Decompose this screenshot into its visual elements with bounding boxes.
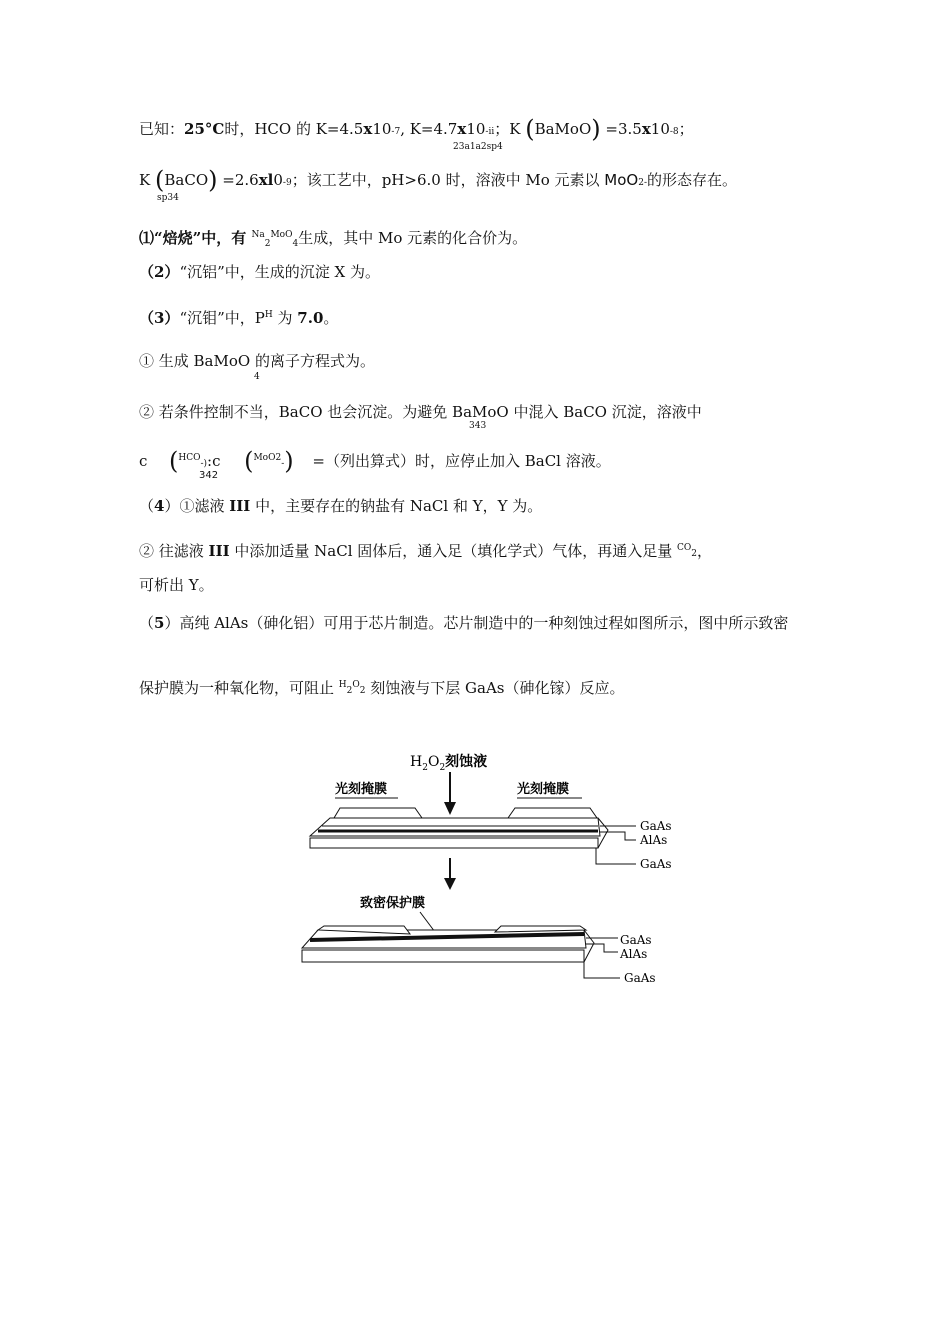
text: 刻蚀液与下层 GaAs（砷化镓）反应。 xyxy=(365,679,625,697)
ph-value: 7.0 xyxy=(297,309,324,327)
text: x xyxy=(457,120,467,138)
text: “沉钼”中，P xyxy=(179,309,265,327)
text: 。 xyxy=(323,309,339,327)
subscript: 2 xyxy=(264,239,271,249)
text: ② 若条件控制不当，BaCO 也会沉淀。为避免 BaMoO 中混入 BaCO 沉淀，溶液中 xyxy=(139,403,702,421)
question-4-3: 可析出 Y。 xyxy=(139,576,214,594)
right-paren: ) xyxy=(208,166,218,194)
subscripts-342: 342 xyxy=(199,470,219,481)
right-paren-small: ) xyxy=(203,459,208,469)
text: 的形态存在。 xyxy=(647,171,738,189)
roman-numeral: III xyxy=(229,497,251,515)
exponent: -7 xyxy=(391,127,401,137)
subscript: 2 xyxy=(359,686,366,696)
left-paren: ( xyxy=(155,166,165,194)
arrow-down-icon xyxy=(444,772,456,815)
subscript: 4 xyxy=(292,239,299,249)
wafer-before-etch xyxy=(310,808,608,848)
text: ；K xyxy=(494,120,521,138)
subscript: 2 xyxy=(346,686,353,696)
formula: MoO xyxy=(270,230,293,240)
formula: MoO xyxy=(604,171,639,189)
text: 保护膜为一种氧化物，可阻止 xyxy=(139,679,339,697)
left-paren: ( xyxy=(244,447,254,475)
text: :c xyxy=(207,452,221,470)
superscript: H xyxy=(264,310,273,320)
exponent: -ii xyxy=(485,127,495,137)
formula: MoO2 xyxy=(253,453,282,463)
text: （ xyxy=(139,497,155,515)
text: =2.6 xyxy=(222,171,259,189)
text: 10 xyxy=(372,120,392,138)
question-number: （2） xyxy=(139,263,180,281)
text: xl xyxy=(258,171,274,189)
text: 中，主要存在的钠盐有 NaCl 和 Y，Y 为。 xyxy=(250,497,543,515)
b-layer-gaas-bottom: GaAs xyxy=(624,971,656,985)
subscripts-343: 343 xyxy=(469,421,487,431)
roman-numeral: III xyxy=(208,542,230,560)
text: 中添加适量 NaCl 固体后，通入足（填化学式）气体，再通入足量 xyxy=(229,542,678,560)
formula: HCO xyxy=(178,453,201,463)
etchant-label: $H_2O_2$刻蚀液 xyxy=(410,754,488,773)
charge: - xyxy=(281,459,285,469)
formula: H xyxy=(338,680,347,690)
exponent: 2- xyxy=(638,178,647,188)
text: ② 往滤液 xyxy=(139,542,209,560)
formula: Na xyxy=(251,230,265,240)
text: ① 生成 BaMoO xyxy=(139,352,251,370)
text: 10 xyxy=(466,120,486,138)
formula: BaCO xyxy=(164,171,209,189)
text: , K=4.7 xyxy=(400,120,458,138)
text: ⑴“焙烧”中，有 xyxy=(139,229,252,247)
formula: CO xyxy=(677,543,692,553)
text: ）①滤液 xyxy=(164,497,230,515)
text: x xyxy=(641,120,651,138)
temperature: 25°C xyxy=(184,120,225,138)
text: =（列出算式）时，应停止加入 BaCl 溶液。 xyxy=(312,452,611,470)
b-layer-gaas-top: GaAs xyxy=(620,933,652,947)
layer-gaas-bottom: GaAs xyxy=(640,857,672,871)
right-paren: ) xyxy=(284,447,294,475)
right-paren: ) xyxy=(591,115,601,143)
subscript-4: 4 xyxy=(254,372,260,382)
layer-gaas-top: GaAs xyxy=(640,819,672,833)
text: 0 xyxy=(273,171,283,189)
b-layer-alas: AlAs xyxy=(620,947,648,961)
text: （ xyxy=(139,614,155,632)
text: ）高纯 AlAs（砷化铝）可用于芯片制造。芯片制造中的一种刻蚀过程如图所示，图中所示致密 xyxy=(164,614,789,632)
exponent: -8 xyxy=(669,127,679,137)
text: 时，HCO 的 K=4.5 xyxy=(224,120,364,138)
left-paren: ( xyxy=(525,115,535,143)
text: “沉铝”中，生成的沉淀 X 为。 xyxy=(179,263,380,281)
left-paren: ( xyxy=(168,447,179,475)
text: 生成，其中 Mo 元素的化合价为。 xyxy=(298,229,528,247)
formula: BaMoO xyxy=(534,120,592,138)
mask-label-left: 光刻掩膜 xyxy=(335,782,388,797)
subscripts-line-1: 23a1a2sp4 xyxy=(453,142,503,152)
text: =3.5 xyxy=(605,120,642,138)
question-number: （3） xyxy=(139,309,180,327)
text: ； xyxy=(678,120,694,138)
mask-label-right: 光刻掩膜 xyxy=(517,782,570,797)
text: x xyxy=(363,120,373,138)
text: 10 xyxy=(650,120,670,138)
text: 为 xyxy=(272,309,298,327)
question-number: 4 xyxy=(154,497,165,515)
text: c xyxy=(139,452,148,470)
subscript: 2 xyxy=(691,549,698,559)
text: 的离子方程式为。 xyxy=(250,352,375,370)
formula: O xyxy=(352,680,360,690)
wafer-after-etch xyxy=(302,926,594,962)
text: K xyxy=(139,171,151,189)
subscripts-line-2: sp34 xyxy=(157,193,179,203)
text: 已知： xyxy=(139,120,185,138)
text: ；该工艺中，pH>6.0 时，溶液中 Mo 元素以 xyxy=(291,171,605,189)
arrow-down-icon xyxy=(444,858,456,890)
question-number: 5 xyxy=(154,614,165,632)
exponent: -9 xyxy=(282,178,292,188)
text: ， xyxy=(697,542,713,560)
layer-alas: AlAs xyxy=(640,833,668,847)
protective-film-label: 致密保护膜 xyxy=(360,896,426,911)
charge: - xyxy=(200,459,204,469)
